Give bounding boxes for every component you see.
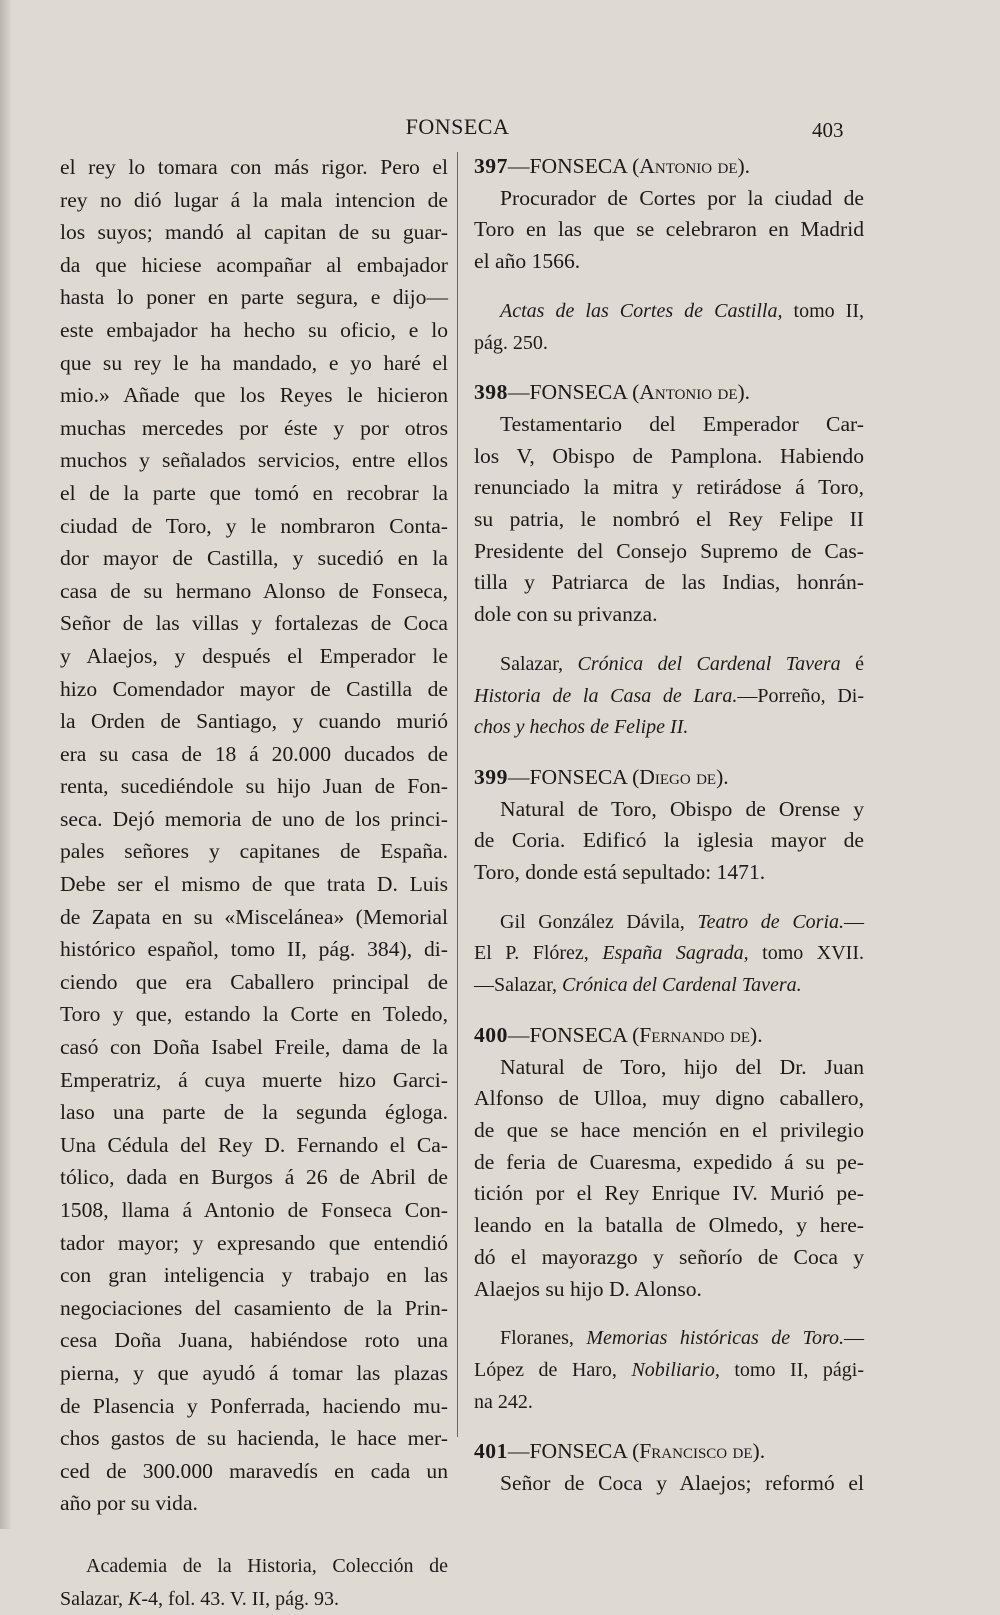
body-line: Toro, donde está sepultado: 1471. <box>474 860 766 885</box>
body-line: renta, sucediéndole su hijo Juan de Fon- <box>60 774 448 799</box>
entry-number: 400 <box>474 1022 508 1047</box>
body-line: dole con su privanza. <box>474 602 658 627</box>
body-line: el rey lo tomara con más rigor. Pero el <box>60 155 448 179</box>
body-line: este embajador ha hecho su oficio, e lo <box>60 317 448 342</box>
body-line: Natural de Toro, hijo del Dr. Juan <box>500 1054 864 1079</box>
body-line: ciendo que era Caballero principal de <box>60 969 448 994</box>
body-line: de que se hace mención en el privilegio <box>474 1117 864 1142</box>
reference-citation <box>60 1550 448 1615</box>
body-line: que su rey le ha mandado, e yo haré el <box>60 350 448 375</box>
column-divider <box>457 152 458 1437</box>
left-column <box>60 151 448 1615</box>
body-line: el de la parte que tomó en recobrar la <box>60 480 448 505</box>
body-line: 1508, llama á Antonio de Fonseca Con- <box>60 1198 448 1222</box>
body-line: tición por el Rey Enrique IV. Murió pe- <box>474 1181 864 1206</box>
entry-heading: 400—FONSECA (Fernando de). <box>474 1022 763 1047</box>
body-line: Toro en las que se celebraron en Madrid <box>474 217 864 242</box>
entry-398 <box>474 377 864 744</box>
body-line: tilla y Patriarca de las Indias, honrán- <box>474 570 864 595</box>
reference-citation: Floranes, Memorias históricas de Toro.— López de Haro, Nobiliario, tomo II, pági- na 242. <box>474 1327 864 1413</box>
entry-number: 398 <box>474 380 508 405</box>
body-line: tador mayor; y expresando que entendió <box>60 1230 448 1255</box>
body-line: Señor de las villas y fortalezas de Coca <box>60 611 448 636</box>
entry-401 <box>474 1436 864 1499</box>
body-line: Debe ser el mismo de que trata D. Luis <box>60 872 448 897</box>
body-line: tólico, dada en Burgos á 26 de Abril de <box>60 1165 448 1190</box>
body-line: casa de su hermano Alonso de Fonseca, <box>60 578 448 603</box>
body-line: con gran inteligencia y trabajo en las <box>60 1263 448 1288</box>
body-line: casó con Doña Isabel Freile, dama de la <box>60 1035 448 1060</box>
body-line: hizo Comendador mayor de Castilla de <box>60 676 448 701</box>
body-line: muchas mercedes por éste y por otros <box>60 415 448 440</box>
running-title: FONSECA <box>405 114 510 139</box>
body-line: chos gastos de su hacienda, le hace mer- <box>60 1426 448 1451</box>
entry-number: 397 <box>474 154 508 178</box>
right-column <box>474 151 864 1500</box>
reference-line: Academia de la Historia, Colección de <box>86 1554 448 1577</box>
body-line: cesa Doña Juana, habiéndose roto una <box>60 1328 448 1353</box>
entry-400 <box>474 1020 864 1418</box>
body-line: la Orden de Santiago, y cuando murió <box>60 709 448 734</box>
body-line: renunciado la mitra y retirádose á Toro, <box>474 475 864 500</box>
body-line: leando en la batalla de Olmedo, y here- <box>474 1213 864 1238</box>
reference-citation: Salazar, Crónica del Cardenal Tavera é Historia de la Casa de Lara.—Porreño, Di- chos y hechos de Felipe II. <box>474 652 864 739</box>
body-line: ciudad de Toro, y le nombraron Conta- <box>60 513 448 538</box>
body-line: negociaciones del casamiento de la Prin- <box>60 1295 448 1320</box>
body-line: laso una parte de la segunda égloga. <box>60 1100 448 1125</box>
body-line: Emperatriz, á cuya muerte hizo Garci- <box>60 1067 448 1092</box>
body-line: era su casa de 18 á 20.000 ducados de <box>60 741 448 766</box>
body-line: su patria, le nombró el Rey Felipe II <box>474 507 864 532</box>
body-line: Una Cédula del Rey D. Fernando el Ca- <box>60 1132 448 1157</box>
entry-399 <box>474 762 864 1002</box>
body-line: Señor de Coca y Alaejos; reformó el <box>500 1471 864 1496</box>
body-line: dor mayor de Castilla, y sucedió en la <box>60 546 448 571</box>
body-line: de Plasencia y Ponferrada, haciendo mu- <box>60 1393 448 1418</box>
body-line: histórico español, tomo II, pág. 384), di- <box>60 937 448 962</box>
entry-heading: 399—FONSECA (Diego de). <box>474 764 729 789</box>
page-edge-shadow <box>0 0 12 1529</box>
body-line: de feria de Cuaresma, expedido á su pe- <box>474 1149 864 1174</box>
entry-397 <box>474 151 864 359</box>
body-line: Presidente del Consejo Supremo de Cas- <box>474 538 864 563</box>
body-line: y Alaejos, y después el Emperador le <box>60 643 448 668</box>
body-line: los suyos; mandó al capitan de su guar- <box>60 220 448 245</box>
body-line: Natural de Toro, Obispo de Orense y <box>500 796 864 821</box>
reference-citation: Actas de las Cortes de Castilla, tomo II, pág. 250. <box>474 299 865 354</box>
body-line: hasta lo poner en parte segura, e dijo— <box>60 285 448 310</box>
reference-citation: Gil González Dávila, Teatro de Coria.— El P. Flórez, España Sagrada, tomo XVII. —Salazar, Crónica del Cardenal Tavera. <box>474 910 864 997</box>
body-line: Testamentario del Emperador Car- <box>500 411 864 436</box>
body-line: da que hiciese acompañar al embajador <box>60 252 448 277</box>
body-line: Alaejos su hijo D. Alonso. <box>474 1276 702 1301</box>
body-line: seca. Dejó memoria de uno de los princi- <box>60 806 448 831</box>
body-line: pierna, y que ayudó á tomar las plazas <box>60 1360 448 1385</box>
body-line: dó el mayorazgo y señorío de Coca y <box>474 1244 864 1269</box>
body-line: Toro y que, estando la Corte en Toledo, <box>60 1002 448 1027</box>
body-line: mio.» Añade que los Reyes le hicieron <box>60 383 448 408</box>
entry-number: 401 <box>474 1439 508 1464</box>
body-line: pales señores y capitanes de España. <box>60 839 448 864</box>
body-line: los V, Obispo de Pamplona. Habiendo <box>474 443 864 468</box>
page-number: 403 <box>812 118 844 142</box>
body-line: de Coria. Edificó la iglesia mayor de <box>474 828 864 853</box>
body-line: Alfonso de Ulloa, muy digno caballero, <box>474 1086 864 1111</box>
body-line: rey no dió lugar á la mala intencion de <box>60 187 448 212</box>
body-line: muchos y señalados servicios, entre ellos <box>60 448 448 473</box>
reference-line: Salazar, K-4, fol. 43. V. II, pág. 93. <box>60 1587 339 1610</box>
body-line: Procurador de Cortes por la ciudad de <box>500 185 864 210</box>
entry-heading: 397—FONSECA (Antonio de). <box>474 154 751 178</box>
entry-heading: 401—FONSECA (Francisco de). <box>474 1439 766 1464</box>
body-line: ced de 300.000 maravedís en cada un <box>60 1458 448 1483</box>
body-line: el año 1566. <box>474 249 581 274</box>
entry-number: 399 <box>474 764 508 789</box>
entry-heading: 398—FONSECA (Antonio de). <box>474 380 751 405</box>
body-line: de Zapata en su «Miscelánea» (Memorial <box>60 904 448 929</box>
body-line: año por su vida. <box>60 1491 198 1516</box>
